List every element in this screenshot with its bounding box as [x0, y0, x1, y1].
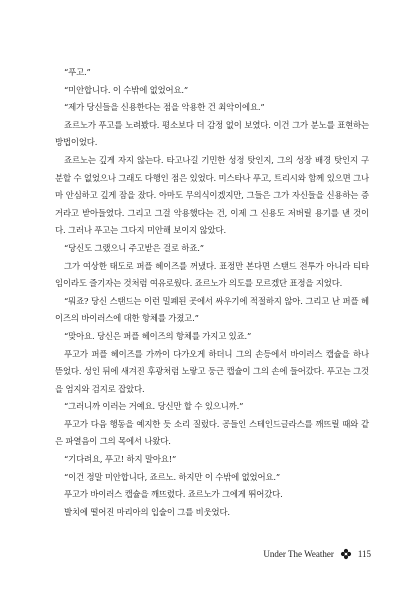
paragraph: 푸고가 바이러스 캡슐을 깨뜨렸다. 죠르노가 그에게 뛰어갔다. [64, 489, 283, 500]
running-title: Under The Weather [263, 549, 334, 559]
paragraph: “맞아요. 당신은 퍼플 헤이즈의 항체를 가지고 있죠.” [64, 330, 252, 341]
paragraph: “미안합니다. 이 수밖에 없었어요.” [64, 84, 189, 95]
paragraph: 죠르노가 푸고를 노려봤다. 평소보다 더 감정 없이 보였다. 이건 그가 분노를 표현하는 방법이었다. [55, 119, 369, 148]
flower-ornament-icon [340, 548, 352, 560]
paragraph: “푸고.” [64, 67, 91, 77]
paragraph: 발치에 떨어진 마리아의 입술이 그를 비웃었다. [64, 506, 230, 517]
page-footer [263, 548, 371, 560]
paragraph: 푸고가 다음 행동을 예지한 듯 소리 질렀다. 공들인 스테인드글라스를 깨뜨릴 때와 같은 파열음이 그의 목에서 나왔다. [55, 418, 369, 447]
body-text [55, 64, 369, 521]
page-number: 115 [357, 549, 371, 559]
paragraph: “당신도 그랬으니 주고받은 걸로 하죠.” [64, 242, 204, 253]
paragraph: “제가 당신들을 신용한다는 점을 악용한 건 최악이에요.” [64, 102, 265, 113]
paragraph: “그러니까 이러는 거예요. 당신만 할 수 있으니까.” [64, 401, 244, 412]
paragraph: 죠르노는 깊게 자지 않는다. 타고나길 기민한 성정 탓인지, 그의 성장 배경 탓인지 구분할 수 없었으나 그래도 다행인 점은 있었다. 미스타나 푸고, 트리시와 함께 있으면 그나마 안심하고 깊게 잠을 잤다. 아마도 무의식이겠지만, 그들은 그가 자신들을 신용하는 증거라고 받아들였다. 그리고 그걸 악용했다는 건, 이제 그 신용도 저버릴 용기를 낸 것이다. 그러나 푸고는 그다지 미안해 보이지 않았다. [55, 154, 369, 236]
paragraph: 푸고가 퍼플 헤이즈를 가까이 다가오게 하더니 그의 손등에서 바이러스 캡슐을 하나 뜯었다. 성인 뒤에 새겨진 후광처럼 노랗고 둥근 캡슐이 그의 손에 들어갔다. 푸고는 그것을 엄지와 검지로 잡았다. [55, 348, 369, 394]
paragraph: “이건 정말 미안합니다, 죠르노. 하지만 이 수밖에 없었어요.” [64, 471, 281, 482]
paragraph: 그가 여상한 태도로 퍼플 헤이즈를 꺼냈다. 표정만 본다면 스탠드 전투가 아니라 티타임이라도 즐기자는 것처럼 여유로웠다. 죠르노가 의도를 모르겠단 표정을 지었다. [55, 260, 369, 289]
paragraph: “뭐죠? 당신 스탠드는 이런 밀폐된 곳에서 싸우기에 적절하지 않아. 그리고 난 퍼플 헤이즈의 바이러스에 대한 항체를 가졌고.” [55, 295, 369, 324]
paragraph: “기다려요, 푸고! 하지 말아요!” [64, 454, 177, 465]
